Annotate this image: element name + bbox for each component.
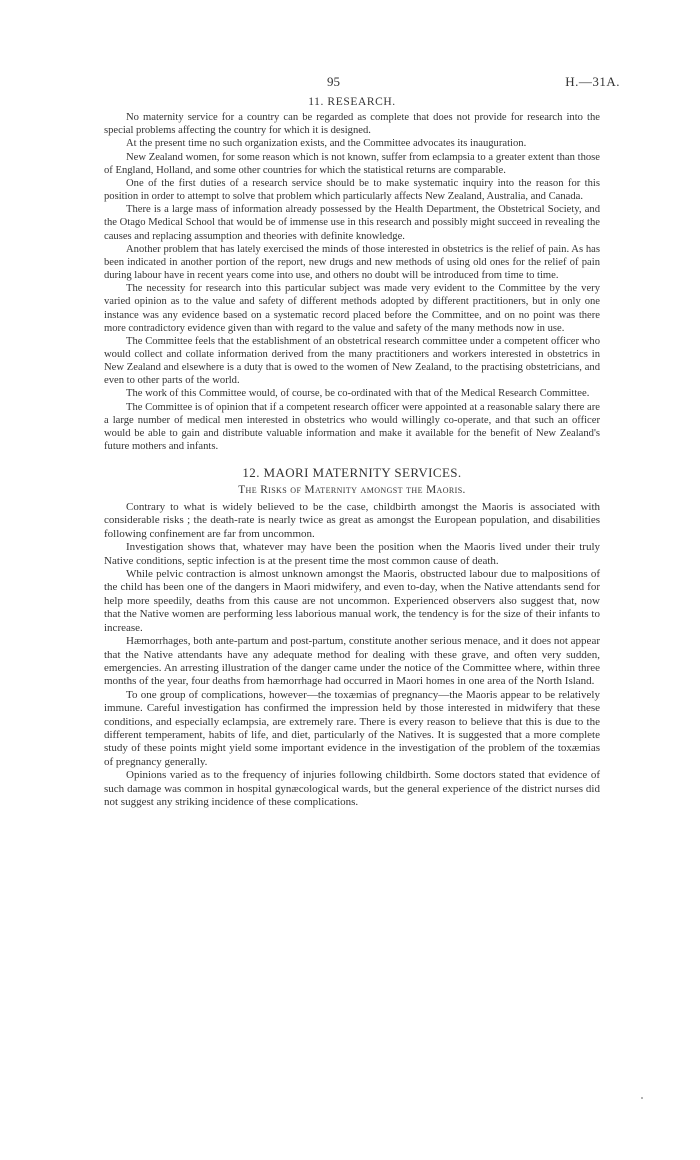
section-heading-maori-maternity: 12. MAORI MATERNITY SERVICES. <box>242 465 462 481</box>
paragraph: Investigation shows that, whatever may have been the position when the Maoris lived under their truly Native conditions, septic infection is at the present time the most common cause of death. <box>104 541 600 567</box>
paragraph: Contrary to what is widely believed to be the case, childbirth amongst the Maoris is associated with considerable risks ; the death-rate is nearly twice as great as amongst the European population, and disabilities following confinement are far from uncommon. <box>104 501 600 540</box>
paragraph: Opinions varied as to the frequency of injuries following childbirth. Some doctors stated that evidence of such damage was common in hospital gynæcological wards, but the general experience of the district nurses did not suggest any striking incidence of these complications. <box>104 769 600 808</box>
paragraph: There is a large mass of information already possessed by the Health Department, the Obstetrical Society, and the Otago Medical School that would be of immense use in this research and possibly might succeed in revealing the causes and replacing assumption and theories with definite knowledge. <box>104 204 600 242</box>
paragraph: To one group of complications, however—the toxæmias of pregnancy—the Maoris appear to be relatively immune. Careful investigation has confirmed the impression held by those interested in midwifery that these conditions, and especially eclampsia, are extremely rare. There is every reason to believe that this is due to the different temperament, habits of life, and diet, particularly of the Natives. It is suggested that a more complete study of these points might yield some important evidence in the investigation of the problem of the toxæmias of pregnancy generally. <box>104 688 600 768</box>
page-number: 95 <box>327 74 340 89</box>
paragraph: At the present time no such organization exists, and the Committee advocates its inauguration. <box>126 138 527 150</box>
section-heading-research: 11. RESEARCH. <box>308 96 396 108</box>
document-reference: H.—31A. <box>565 74 620 89</box>
paragraph: Another problem that has lately exercised the minds of those interested in obstetrics is the relief of pain. As has been indicated in another portion of the report, new drugs and new methods of using old ones for the relief of pain during labour have in recent years come into use, and others no doubt will be introduced from time to time. <box>104 243 600 282</box>
paragraph: The necessity for research into this particular subject was made very evident to the Committee by the very varied opinion as to the value and safety of different methods adopted by different practitioners, but in only one instance was any evidence based on a systematic record placed before the Committee, and on no point was there more contradictory evidence given than with regard to the value and safety of the many methods now in use. <box>104 283 600 334</box>
paragraph: The work of this Committee would, of course, be co-ordinated with that of the Medical Research Committee. <box>126 388 590 400</box>
scan-speck <box>641 1097 643 1099</box>
paragraph: The Committee is of opinion that if a competent research officer were appointed at a reasonable salary there are a large number of medical men interested in obstetrics who would willingly co-operate, and that such an officer would be able to gain and distribute valuable information and make it available for the benefit of New Zealand's future mothers and infants. <box>104 401 600 453</box>
paragraph: New Zealand women, for some reason which is not known, suffer from eclampsia to a greater extent than those of England, Holland, and some other countries for which the statistical returns are comparable. <box>104 151 600 176</box>
section-research <box>104 96 600 453</box>
section-maori-maternity <box>104 466 600 809</box>
subheading-risks: The Risks of Maternity amongst the Maoris. <box>238 483 466 496</box>
paragraph: No maternity service for a country can be regarded as complete that does not provide for research into the special problems affecting the country for which it is designed. <box>104 112 600 137</box>
paragraph: While pelvic contraction is almost unknown amongst the Maoris, obstructed labour due to malpositions of the child has been one of the dangers in Maori midwifery, and even to-day, when the Native attendants send for help more speedily, deaths from this cause are not uncommon. Experienced observers also suggest that, now that the Native women are performing less laborious manual work, the tendency is for the size of their infants to increase. <box>104 568 600 634</box>
paragraph: One of the first duties of a research service should be to make systematic inquiry into the reason for this position in order to attempt to solve that problem which particularly affects New Zealand, Australia, and Canada. <box>104 177 600 203</box>
page-header <box>0 74 700 90</box>
page-body <box>104 96 600 809</box>
paragraph: Hæmorrhages, both ante-partum and post-partum, constitute another serious menace, and it does not appear that the Native attendants have any adequate method for dealing with these grave, and often very sudden, emergencies. An arresting illustration of the danger came under the notice of the Committee where, within three months of the year, four deaths from hæmorrhage had occurred in Maori homes in one area of the North Island. <box>104 635 600 688</box>
paragraph: The Committee feels that the establishment of an obstetrical research committee under a competent officer who would collect and collate information derived from the many practitioners and workers interested in obstetrics in New Zealand and elsewhere is a duty that is owed to the women of New Zealand, to the practising obstetricians, and even to other parts of the world. <box>104 335 600 387</box>
